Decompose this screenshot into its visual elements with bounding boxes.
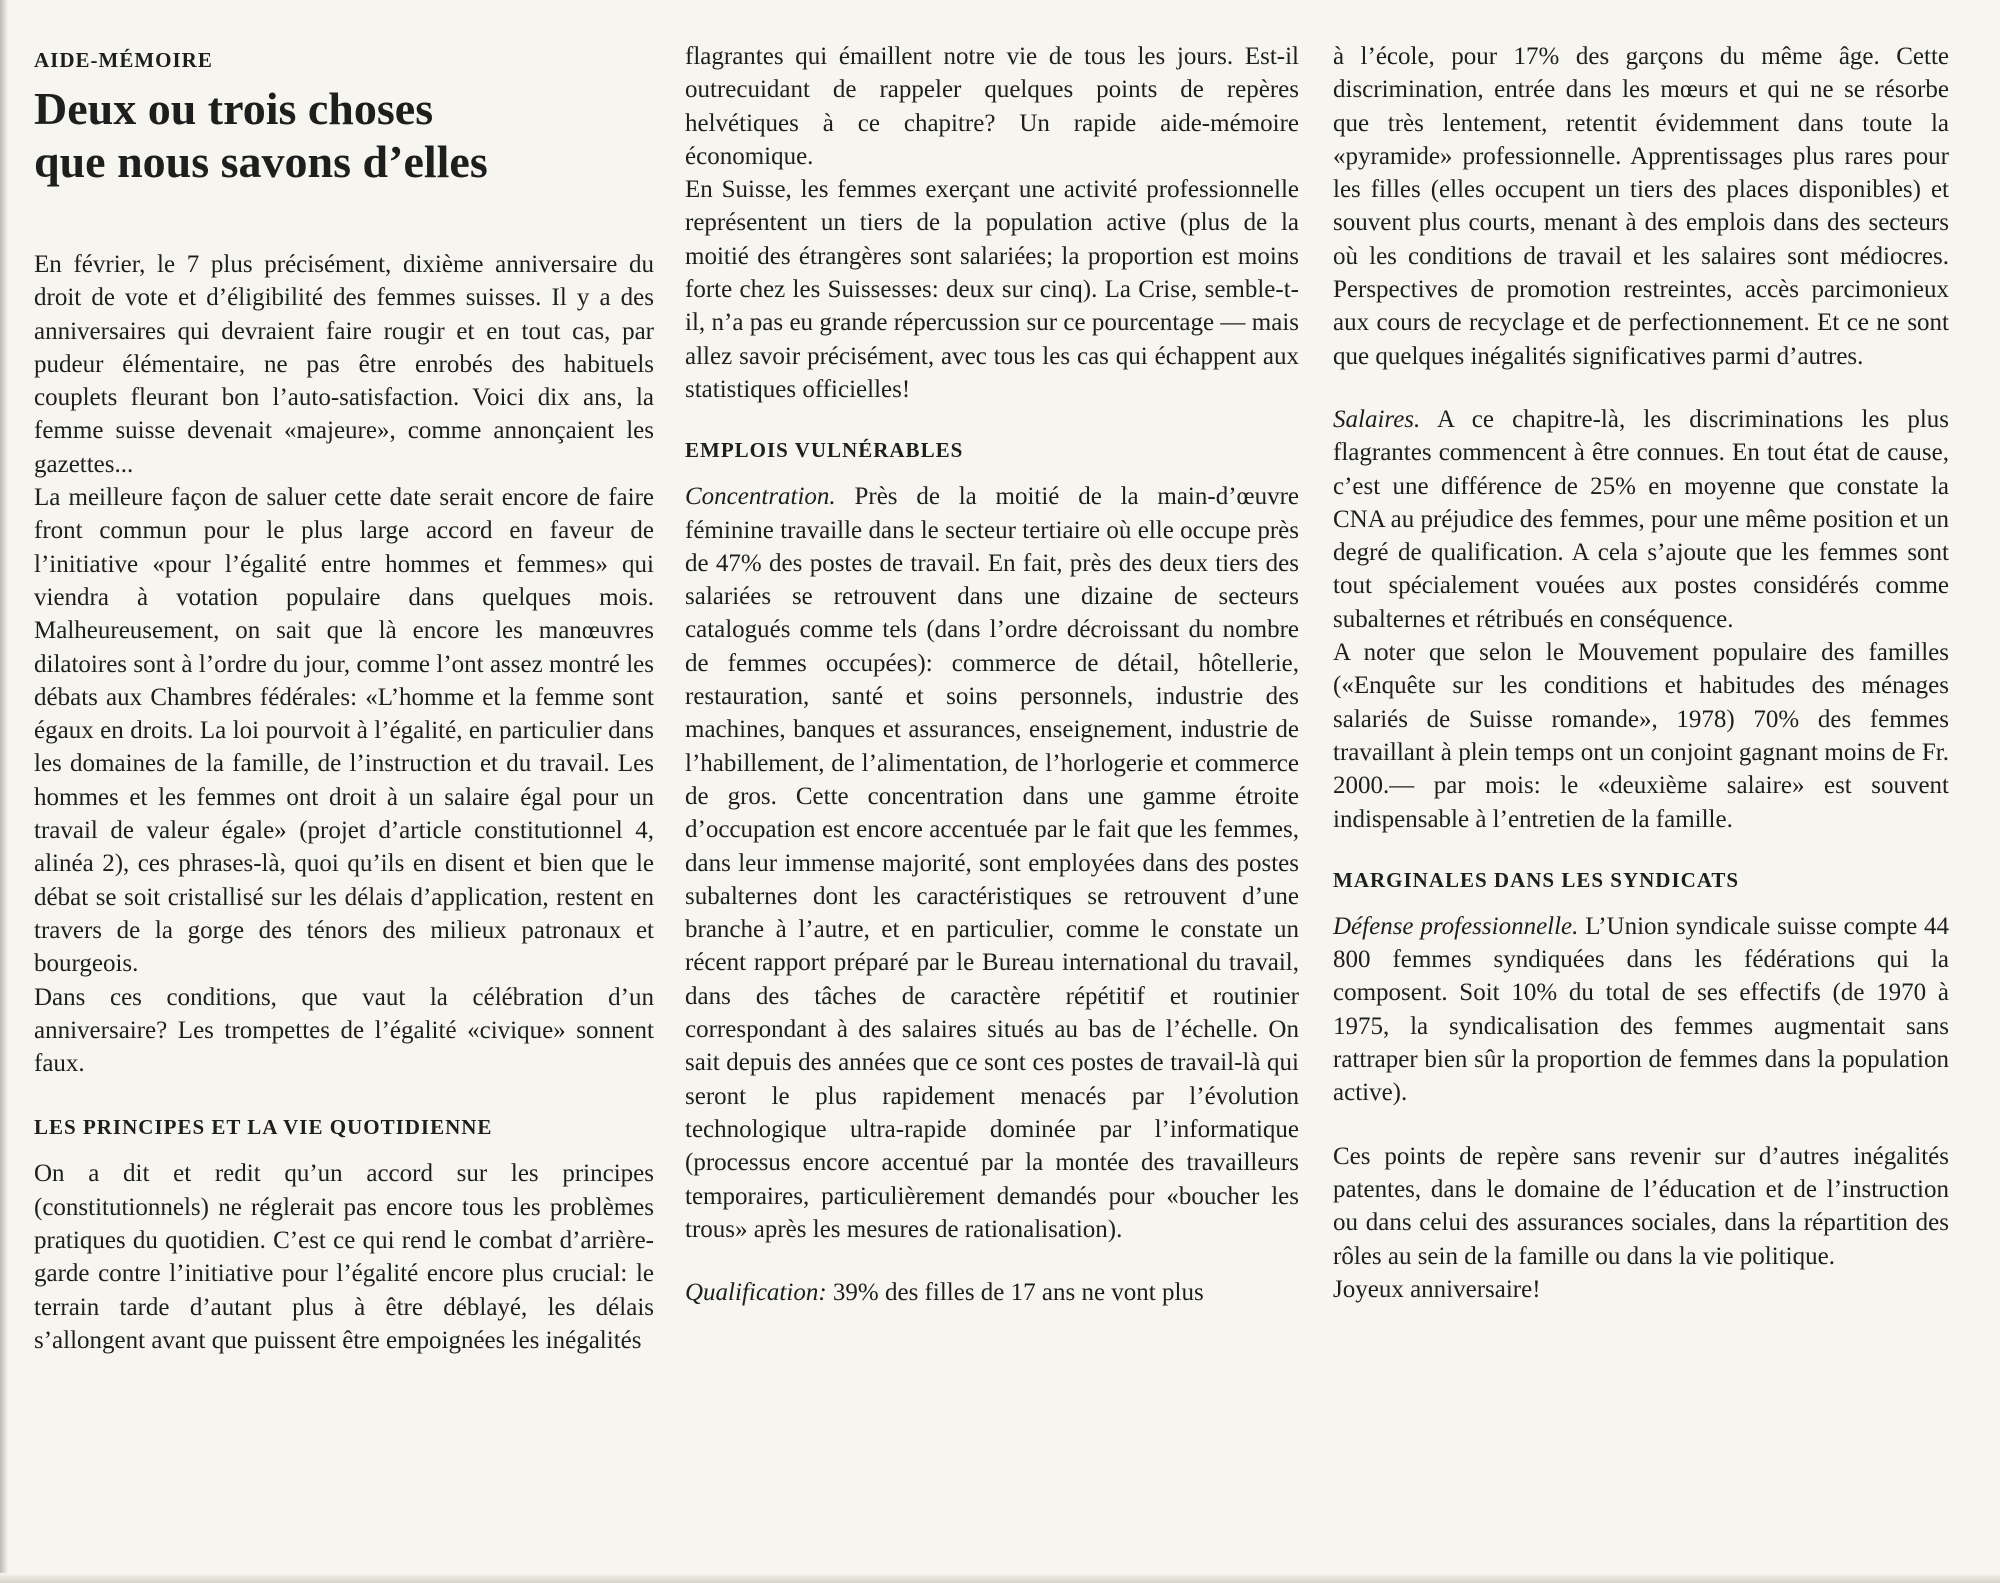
spacer: [1333, 836, 1949, 866]
spacer: [34, 1080, 654, 1113]
qualification-label: Qualification:: [685, 1279, 827, 1307]
principes-paragraph-2: En Suisse, les femmes exerçant une activité professionnelle représentent un tiers de la population active (plus de la moitié des étrangères sont salariées; la proportion est moins forte chez les Suissesses: deux sur cinq). La Crise, semble-t-il, n’a pas eu grande répercussion sur ce pourcentage — mais allez savoir précisément, avec tous les cas qui échappent aux statistiques officielles!: [685, 176, 1299, 403]
headline: [34, 82, 654, 188]
kicker: AIDE-MÉMOIRE: [34, 48, 213, 72]
spacer: [1333, 894, 1949, 910]
salaires-text: A ce chapitre-là, les discriminations les plus flagrantes commencent à être connues. En tout état de cause, c’est une différence de 25% en moyenne que constate la CNA au préjudice des femmes, pour une même position et un degré de qualification. A cela s’ajoute que les femmes sont tout spécialement vouées aux postes considérés comme subalternes et rétribués en conséquence.: [1333, 405, 1950, 633]
qualification-paragraph: [685, 1276, 1299, 1309]
concentration-label: Concentration.: [685, 483, 836, 511]
intro-paragraph-2: La meilleure façon de saluer cette date serait encore de faire front commun pour le plus large accord en faveur de l’initiative «pour l’égalité entre hommes et femmes» qui viendra à votation populaire dans quelques mois. Malheureusement, on sait que là encore les manœuvres dilatoires sont à l’ordre du jour, comme l’ont assez montré les débats aux Chambres fédérales: «L’homme et la femme sont égaux en droits. La loi pourvoit à l’égalité, en particulier dans les domaines de la famille, de l’instruction et du travail. Les hommes et les femmes ont droit à un salaire égal pour un travail de valeur égale» (projet d’article constitutionnel 4, alinéa 2), ces phrases-là, quoi qu’ils en disent et bien que le débat se soit cristallisé sur les délais d’application, restent en travers de la gorge des ténors des milieux patronaux et bourgeois.: [34, 484, 654, 978]
column-2-content: [685, 40, 1299, 1309]
section-heading-syndicats: MARGINALES DANS LES SYNDICATS: [1333, 867, 1740, 892]
defense-text: L’Union syndicale suisse compte 44 800 femmes syndiquées dans les fédérations qui la composent. Soit 10% du total de ses effectifs (de 1970 à 1975, la syndicalisation des femmes augmentait sans rattraper bien sûr la proportion de femmes dans la population active).: [1333, 912, 1949, 1107]
section-heading-principes: LES PRINCIPES ET LA VIE QUOTIDIENNE: [34, 1115, 493, 1140]
principes-paragraph-1: On a dit et redit qu’un accord sur les principes (constitutionnels) ne réglerait pas encore tous les problèmes pratiques du quotidien. C’est ce qui rend le combat d’arrière-garde contre l’initiative pour l’égalité encore plus crucial: le terrain tarde d’autant plus à être déblayé, les délais s’allongent avant que puissent être empoignées les inégalités: [34, 1160, 654, 1354]
concentration-text: Près de la moitié de la main-d’œuvre féminine travaille dans le secteur tertiaire où elle occupe près de 47% des postes de travail. En fait, près des deux tiers des salariées se retrouvent dans une dizaine de secteurs catalogués comme tels (dans l’ordre décroissant du nombre de femmes occupées): commerce de détail, hôtellerie, restauration, santé et soins personnels, industrie des machines, banques et assurances, enseignement, industrie de l’habillement, de l’alimentation, de l’horlogerie et commerce de gros. Cette concentration dans une gamme étroite d’occupation est encore accentuée par le fait que les femmes, dans leur immense majorité, sont employées dans des postes subalternes dont les caractéristiques se retrouvent d’une branche à l’autre, et en particulier, comme le constate un récent rapport préparé par le Bureau international du travail, dans des tâches de caractère répétitif et routinier correspondant à des salaires situés au bas de l’échelle. On sait depuis des années que ce sont ces postes de travail-là qui seront le plus rapidement menacés par l’évolution technologique ultra-rapide dominée par l’informatique (processus encore accentué par la montée des travailleurs temporaires, particulièrement demandés pour «boucher les trous» après les mesures de rationalisation).: [685, 483, 1300, 1243]
salaires-label: Salaires.: [1333, 405, 1421, 433]
concentration-paragraph: [685, 480, 1299, 1246]
qualification-continued: à l’école, pour 17% des garçons du même âge. Cette discrimination, entrée dans les mœurs et qui ne se résorbe que très lentement, retentit évidemment dans toute la «pyramide» professionnelle. Apprentissages plus rares pour les filles (elles occupent un tiers des places disponibles) et souvent plus courts, menant à des emplois dans des secteurs où les conditions de travail et les salaires sont médiocres. Perspectives de promotion restreintes, accès parcimonieux aux cours de recyclage et de perfectionnement. Et ce ne sont que quelques inégalités significatives parmi d’autres.: [1333, 43, 1949, 370]
closing-paragraph: Ces points de repère sans revenir sur d’autres inégalités patentes, dans le domaine de l’éducation et de l’instruction ou dans celui des assurances sociales, dans la répartition des rôles au sein de la famille ou dans la vie politique.: [1333, 1142, 1949, 1270]
spacer: [1333, 1110, 1949, 1140]
signoff: Joyeux anniversaire!: [1333, 1275, 1541, 1303]
intro-paragraph-3: Dans ces conditions, que vaut la célébration d’un anniversaire? Les trompettes de l’égalité «civique» sonnent faux.: [34, 983, 654, 1078]
section-heading-emplois: EMPLOIS VULNÉRABLES: [685, 438, 964, 463]
spacer: [1333, 373, 1949, 403]
column-3: [1333, 40, 1949, 1306]
salaires-paragraph: [1333, 403, 1949, 636]
page-bottom-shadow: [0, 1573, 2000, 1583]
page-edge-shadow: [0, 0, 8, 1583]
headline-line-1: Deux ou trois choses: [34, 83, 434, 134]
defense-label: Défense professionnelle.: [1333, 912, 1579, 940]
intro-paragraph-1: En février, le 7 plus précisément, dixième anniversaire du droit de vote et d’éligibilité des femmes suisses. Il y a des anniversaires qui devraient faire rougir et en tout cas, par pudeur élémentaire, ne pas être enrobés des habituels couplets fleurant bon l’auto-satisfaction. Voici dix ans, la femme suisse devenait «majeure», comme annonçaient les gazettes...: [34, 251, 654, 478]
qualification-text-start: 39% des filles de 17 ans ne vont plus: [832, 1279, 1204, 1307]
spacer: [685, 406, 1299, 436]
principes-paragraph-1-cont: flagrantes qui émaillent notre vie de tous les jours. Est-il outrecuidant de rappeler quelques points de repères helvétiques à ce chapitre? Un rapide aide-mémoire économique.: [685, 43, 1299, 170]
spacer: [685, 1246, 1299, 1276]
spacer: [34, 1141, 654, 1157]
spacer: [685, 464, 1299, 480]
defense-paragraph: [1333, 910, 1949, 1110]
column-1: [34, 40, 654, 1357]
headline-line-2: que nous savons d’elles: [34, 136, 488, 187]
spacer: [34, 188, 654, 248]
note-paragraph: A noter que selon le Mouvement populaire des familles («Enquête sur les conditions et habitudes des ménages salariés de Suisse romande», 1978) 70% des femmes travaillant à plein temps ont un conjoint gagnant moins de Fr. 2000.— par mois: le «deuxième salaire» est souvent indispensable à l’entretien de la famille.: [1333, 639, 1949, 833]
